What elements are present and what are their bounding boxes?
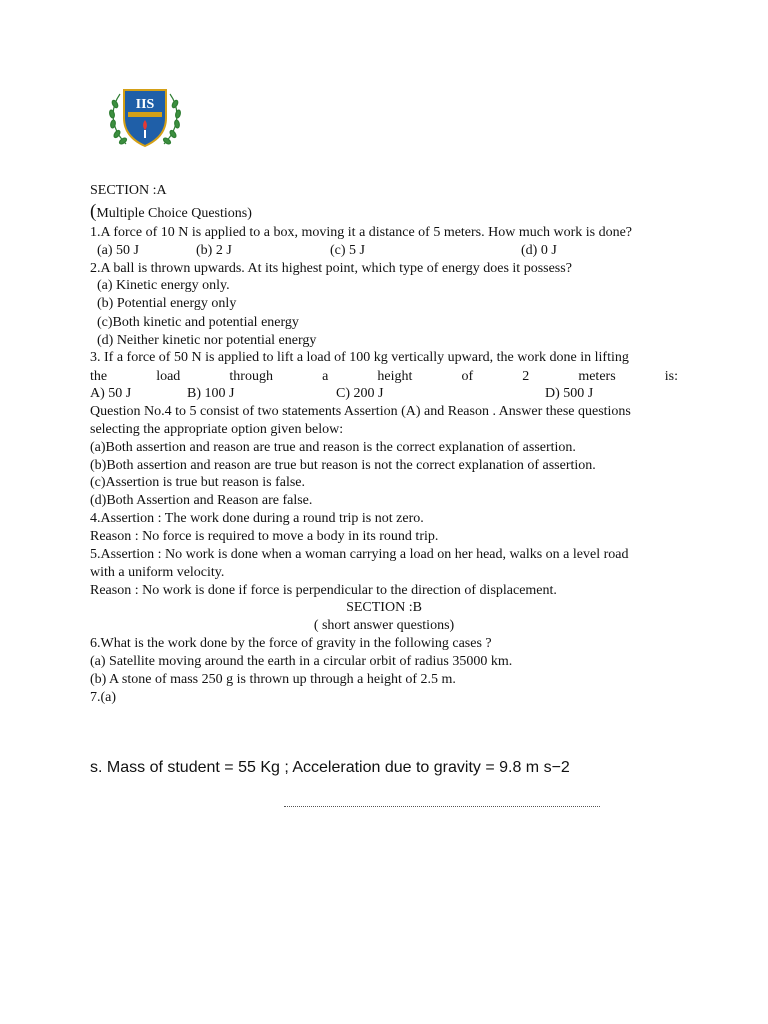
school-logo [106,84,184,152]
q3-options [90,385,678,403]
instructions-option-b: (b)Both assertion and reason are true but reason is not the correct explanation of assertion. [90,458,596,473]
q3-word: 2 [522,369,530,384]
instructions-line1: Question No.4 to 5 consist of two statements Assertion (A) and Reason . Answer these questions [90,404,631,419]
q4-reason: Reason : No force is required to move a body in its round trip. [90,529,439,544]
q3-word: through [229,369,273,384]
q3-word: a [322,369,329,384]
q3-word: the [90,369,108,384]
q3-line1: 3. If a force of 50 N is applied to lift a load of 100 kg vertically upward, the work done in lifting [90,350,629,365]
q3-word: height [377,369,413,384]
q1-option-c: (c) 5 J [330,243,365,258]
q5-reason: Reason : No work is done if force is perpendicular to the direction of displacement. [90,583,557,598]
instructions-option-c: (c)Assertion is true but reason is false. [90,475,305,490]
q2-option-d: (d) Neither kinetic nor potential energy [97,333,317,348]
section-a-subtitle [90,203,678,223]
q6-part-b: (b) A stone of mass 250 g is thrown up through a height of 2.5 m. [90,672,456,687]
section-a-subtitle-text: Multiple Choice Questions) [96,206,252,221]
q5-assertion-line2: with a uniform velocity. [90,565,225,580]
given-data: s. Mass of student = 55 Kg ; Acceleration due to gravity = 9.8 m s−2 [90,759,570,776]
q1-option-b: (b) 2 J [196,243,232,258]
section-a-title: SECTION :A [90,183,167,198]
logo-text: IIS [135,97,155,112]
q3-line2 [90,368,678,386]
q7-text: 7.(a) [90,690,117,705]
section-b-title: SECTION :B [346,600,422,615]
section-b-subtitle: ( short answer questions) [313,618,455,633]
instructions-option-a: (a)Both assertion and reason are true and reason is the correct explanation of assertion. [90,440,576,455]
q3-option-b: B) 100 J [187,386,235,401]
q3-word: meters [578,369,616,384]
q1-options [90,242,678,260]
q6-text: 6.What is the work done by the force of gravity in the following cases ? [90,636,492,651]
q3-option-d: D) 500 J [545,386,594,401]
q3-word: is: [664,369,678,384]
q1-option-d: (d) 0 J [521,243,557,258]
q3-option-a: A) 50 J [90,386,132,401]
section-a-paren: ( [90,201,97,222]
q2-text: 2.A ball is thrown upwards. At its highest point, which type of energy does it possess? [90,261,572,276]
q4-assertion: 4.Assertion : The work done during a round trip is not zero. [90,511,424,526]
instructions-option-d: (d)Both Assertion and Reason are false. [90,493,313,508]
q1-option-a: (a) 50 J [97,243,139,258]
q1-text: 1.A force of 10 N is applied to a box, moving it a distance of 5 meters. How much work is done? [90,225,632,240]
q3-option-c: C) 200 J [336,386,384,401]
q5-assertion-line1: 5.Assertion : No work is done when a woman carrying a load on her head, walks on a level road [90,547,629,562]
q2-option-b: (b) Potential energy only [97,296,237,311]
q2-option-a: (a) Kinetic energy only. [97,278,230,293]
q3-word: of [461,369,474,384]
q3-word: load [156,369,181,384]
q2-option-c: (c)Both kinetic and potential energy [97,315,299,330]
instructions-line2: selecting the appropriate option given below: [90,422,344,437]
answer-dotted-line [284,800,600,807]
q6-part-a: (a) Satellite moving around the earth in a circular orbit of radius 35000 km. [90,654,513,669]
